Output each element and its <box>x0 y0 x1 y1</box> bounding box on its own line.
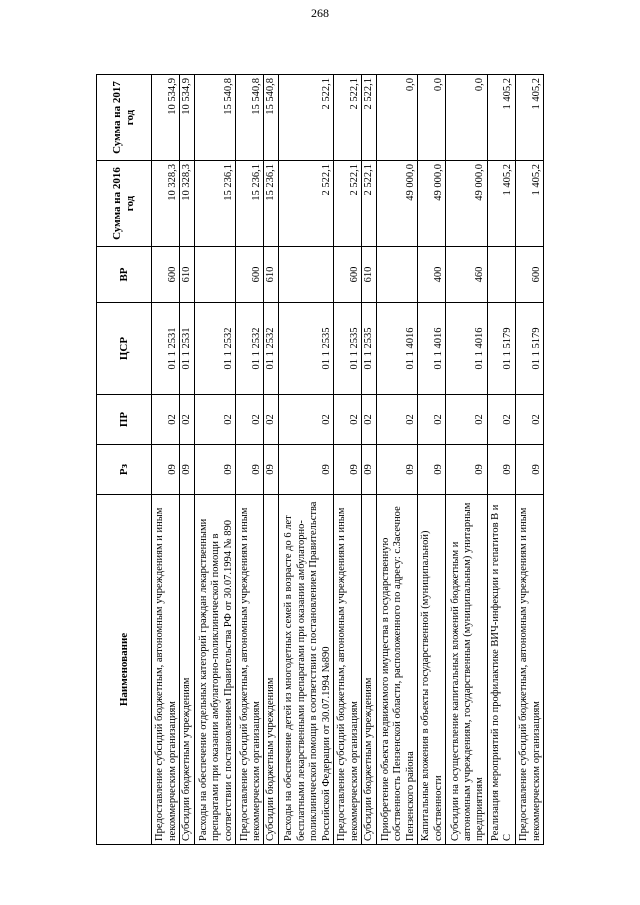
row-name: Расходы на обеспечение детей из многодетных семей в возрасте до 6 лет бесплатными лекарственными препаратами при оказании амбулаторно-поликлинической помощи в соответствии с постановлением Правительства Российской Федерации от 30.07.1994 №890 <box>278 495 333 845</box>
row-sum-2017: 0,0 <box>418 75 446 161</box>
row-name: Субсидии бюджетным учреждениям <box>180 495 195 845</box>
row-name: Реализация мероприятий по профилактике ВИЧ-инфекции и гепатитов В и С <box>487 495 515 845</box>
row-pr: 02 <box>361 395 376 445</box>
row-rz: 09 <box>278 445 333 495</box>
table-row <box>236 75 264 845</box>
row-csr: 01 1 4016 <box>376 303 418 395</box>
row-name: Предоставление субсидий бюджетным, автономным учреждениям и иным некоммерческим организациям <box>152 495 180 845</box>
row-vr: 610 <box>264 247 279 303</box>
header-pr: ПР <box>97 395 152 445</box>
row-name: Приобретение объекта недвижимого имущества в государственную собственность Пензенской области, расположенного по адресу: с.Засечное Пензенского района <box>376 495 418 845</box>
row-csr: 01 1 2535 <box>333 303 361 395</box>
row-sum-2017: 10 534,9 <box>152 75 180 161</box>
row-csr: 01 1 2535 <box>278 303 333 395</box>
row-vr: 600 <box>152 247 180 303</box>
row-vr: 610 <box>361 247 376 303</box>
row-rz: 09 <box>418 445 446 495</box>
row-csr: 01 1 5179 <box>487 303 515 395</box>
header-name: Наименование <box>97 495 152 845</box>
row-vr <box>487 247 515 303</box>
row-rz: 09 <box>194 445 236 495</box>
row-pr: 02 <box>194 395 236 445</box>
header-csr: ЦСР <box>97 303 152 395</box>
budget-table <box>96 74 544 845</box>
row-sum-2016: 2 522,1 <box>333 161 361 247</box>
row-sum-2016: 15 236,1 <box>264 161 279 247</box>
row-sum-2016: 2 522,1 <box>361 161 376 247</box>
row-sum-2016: 1 405,2 <box>515 161 543 247</box>
row-sum-2016: 15 236,1 <box>236 161 264 247</box>
header-vr: ВР <box>97 247 152 303</box>
row-rz: 09 <box>446 445 488 495</box>
table-header-row <box>97 75 152 845</box>
row-csr: 01 1 2531 <box>180 303 195 395</box>
table-row <box>418 75 446 845</box>
row-sum-2016: 49 000,0 <box>418 161 446 247</box>
row-sum-2016: 1 405,2 <box>487 161 515 247</box>
row-sum-2017: 0,0 <box>376 75 418 161</box>
page-number: 268 <box>311 6 329 20</box>
row-sum-2016: 15 236,1 <box>194 161 236 247</box>
row-rz: 09 <box>180 445 195 495</box>
table-row <box>376 75 418 845</box>
row-rz: 09 <box>487 445 515 495</box>
row-csr: 01 1 2532 <box>236 303 264 395</box>
row-name: Предоставление субсидий бюджетным, автономным учреждениям и иным некоммерческим организациям <box>515 495 543 845</box>
row-pr: 02 <box>418 395 446 445</box>
row-name: Расходы на обеспечение отдельных категорий граждан лекарственными препаратами при оказании амбулаторно-поликлинической помощи в соответствии с постановлением Правительства РФ от 30.07.1994 № 890 <box>194 495 236 845</box>
row-pr: 02 <box>376 395 418 445</box>
table-row <box>333 75 361 845</box>
row-rz: 09 <box>333 445 361 495</box>
table-row <box>180 75 195 845</box>
row-pr: 02 <box>152 395 180 445</box>
row-csr: 01 1 5179 <box>515 303 543 395</box>
row-vr: 600 <box>236 247 264 303</box>
table-row <box>446 75 488 845</box>
row-pr: 02 <box>446 395 488 445</box>
row-csr: 01 1 2531 <box>152 303 180 395</box>
table-row <box>194 75 236 845</box>
row-sum-2016: 49 000,0 <box>376 161 418 247</box>
row-name: Предоставление субсидий бюджетным, автономным учреждениям и иным некоммерческим организациям <box>333 495 361 845</box>
row-vr: 460 <box>446 247 488 303</box>
table-row <box>264 75 279 845</box>
row-name: Предоставление субсидий бюджетным, автономным учреждениям и иным некоммерческим организациям <box>236 495 264 845</box>
row-pr: 02 <box>487 395 515 445</box>
row-name: Субсидии на осуществление капитальных вложений бюджетным и автономным учреждениям, государственным (муниципальным) унитарным предприятиям <box>446 495 488 845</box>
row-sum-2017: 15 540,8 <box>236 75 264 161</box>
row-pr: 02 <box>236 395 264 445</box>
row-name: Субсидии бюджетным учреждениям <box>264 495 279 845</box>
table-row <box>152 75 180 845</box>
rotated-table-wrapper <box>96 75 544 845</box>
row-vr: 600 <box>333 247 361 303</box>
row-sum-2017: 2 522,1 <box>333 75 361 161</box>
table-row <box>361 75 376 845</box>
row-csr: 01 1 2532 <box>194 303 236 395</box>
row-vr <box>278 247 333 303</box>
row-sum-2017: 2 522,1 <box>278 75 333 161</box>
table-row <box>515 75 543 845</box>
row-pr: 02 <box>180 395 195 445</box>
row-rz: 09 <box>236 445 264 495</box>
row-sum-2016: 10 328,3 <box>152 161 180 247</box>
row-vr <box>194 247 236 303</box>
row-sum-2017: 15 540,8 <box>194 75 236 161</box>
row-vr: 400 <box>418 247 446 303</box>
row-sum-2017: 1 405,2 <box>487 75 515 161</box>
row-sum-2017: 0,0 <box>446 75 488 161</box>
row-vr: 600 <box>515 247 543 303</box>
row-pr: 02 <box>264 395 279 445</box>
row-vr <box>376 247 418 303</box>
row-name: Субсидии бюджетным учреждениям <box>361 495 376 845</box>
row-vr: 610 <box>180 247 195 303</box>
row-sum-2016: 49 000,0 <box>446 161 488 247</box>
row-sum-2016: 10 328,3 <box>180 161 195 247</box>
row-sum-2017: 10 534,9 <box>180 75 195 161</box>
row-pr: 02 <box>278 395 333 445</box>
row-sum-2017: 1 405,2 <box>515 75 543 161</box>
row-rz: 09 <box>515 445 543 495</box>
row-rz: 09 <box>152 445 180 495</box>
row-csr: 01 1 4016 <box>446 303 488 395</box>
row-csr: 01 1 2532 <box>264 303 279 395</box>
header-sum-2017: Сумма на 2017 год <box>97 75 152 161</box>
row-rz: 09 <box>361 445 376 495</box>
row-sum-2016: 2 522,1 <box>278 161 333 247</box>
row-pr: 02 <box>515 395 543 445</box>
row-name: Капитальные вложения в объекты государственной (муниципальной) собственности <box>418 495 446 845</box>
row-pr: 02 <box>333 395 361 445</box>
row-sum-2017: 2 522,1 <box>361 75 376 161</box>
table-row <box>487 75 515 845</box>
header-sum-2016: Сумма на 2016 год <box>97 161 152 247</box>
row-rz: 09 <box>376 445 418 495</box>
table-row <box>278 75 333 845</box>
header-rz: Рз <box>97 445 152 495</box>
row-csr: 01 1 2535 <box>361 303 376 395</box>
row-csr: 01 1 4016 <box>418 303 446 395</box>
row-rz: 09 <box>264 445 279 495</box>
row-sum-2017: 15 540,8 <box>264 75 279 161</box>
